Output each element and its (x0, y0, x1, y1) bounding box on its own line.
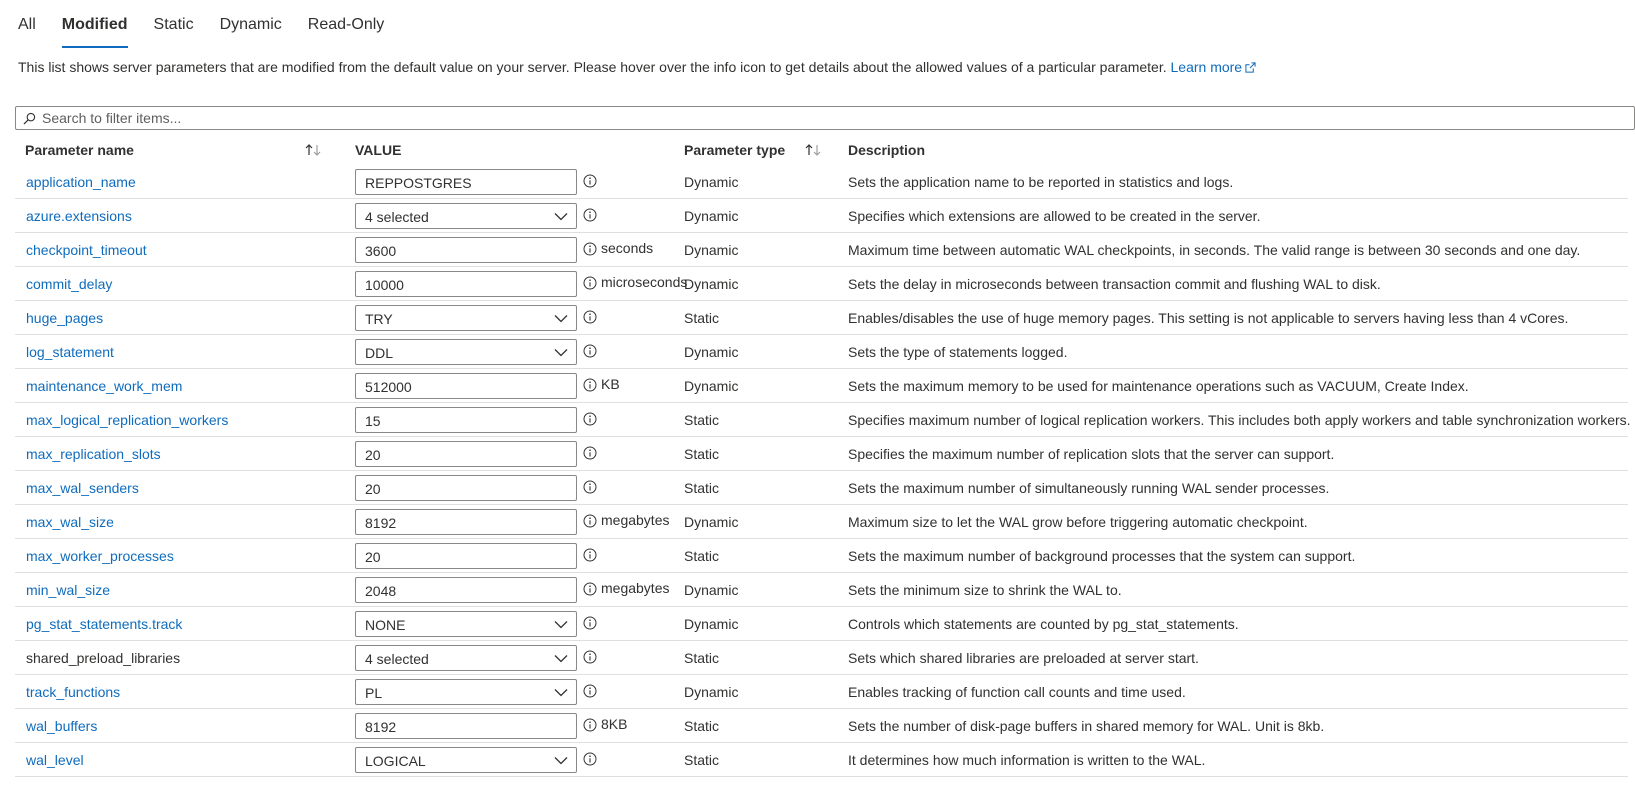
parameter-name[interactable]: min_wal_size (26, 582, 111, 598)
table-row (15, 539, 1628, 573)
parameter-name[interactable]: max_wal_size (26, 514, 114, 530)
search-input[interactable] (42, 109, 1542, 127)
parameter-name[interactable]: maintenance_work_mem (26, 378, 183, 394)
parameter-description: Sets the type of statements logged. (848, 344, 1068, 360)
parameter-type: Static (684, 718, 720, 734)
table-row (15, 675, 1628, 709)
value-dropdown[interactable] (355, 203, 577, 229)
parameter-description: Sets the delay in microseconds between transaction commit and flushing WAL to disk. (848, 276, 1381, 292)
value-text: 3600 (365, 243, 397, 259)
parameter-description: Maximum size to let the WAL grow before triggering automatic checkpoint. (848, 514, 1308, 530)
parameter-type: Static (684, 310, 720, 326)
chevron-down-icon (554, 654, 568, 663)
info-icon[interactable] (583, 650, 597, 664)
column-header-description: Description (848, 142, 926, 158)
table-row (15, 437, 1628, 471)
parameter-name[interactable]: max_logical_replication_workers (26, 412, 229, 428)
table-row (15, 199, 1628, 233)
table-row (15, 335, 1628, 369)
parameter-description: Specifies maximum number of logical replication workers. This includes both apply workers and table synchronization workers. (848, 412, 1631, 428)
value-unit: microseconds (601, 274, 688, 290)
value-input[interactable] (355, 169, 577, 195)
table-row (15, 573, 1628, 607)
value-text: TRY (365, 311, 393, 327)
tab-modified[interactable]: Modified (62, 0, 128, 44)
chevron-down-icon (554, 314, 568, 323)
chevron-down-icon (554, 348, 568, 357)
value-input[interactable] (355, 271, 577, 297)
tab-read-only[interactable]: Read-Only (307, 16, 385, 33)
info-icon[interactable] (583, 174, 597, 188)
info-icon[interactable] (583, 752, 597, 766)
parameter-name[interactable]: max_worker_processes (26, 548, 174, 564)
intro-text-line (18, 59, 1256, 75)
value-unit: 8KB (601, 716, 628, 732)
info-icon[interactable] (583, 616, 597, 630)
info-icon[interactable] (583, 310, 597, 324)
parameter-name[interactable]: azure.extensions (26, 208, 132, 224)
parameter-type: Dynamic (684, 582, 739, 598)
parameter-description: Sets which shared libraries are preloaded at server start. (848, 650, 1199, 666)
table-row (15, 369, 1628, 403)
value-text: LOGICAL (365, 753, 426, 769)
parameter-description: Controls which statements are counted by pg_stat_statements. (848, 616, 1239, 632)
parameter-description: Specifies which extensions are allowed to be created in the server. (848, 208, 1261, 224)
value-dropdown[interactable] (355, 747, 577, 773)
value-dropdown[interactable] (355, 611, 577, 637)
value-unit: megabytes (601, 512, 670, 528)
parameter-description: Maximum time between automatic WAL checkpoints, in seconds. The valid range is between 30 seconds and one day. (848, 242, 1581, 258)
value-text: 8192 (365, 719, 397, 735)
parameter-description: Sets the maximum number of simultaneously running WAL sender processes. (848, 480, 1330, 496)
value-text: 20 (365, 549, 381, 565)
parameter-description: Sets the maximum number of background processes that the system can support. (848, 548, 1356, 564)
value-text: 512000 (365, 379, 412, 395)
value-text: 10000 (365, 277, 404, 293)
parameter-type: Static (684, 480, 720, 496)
value-text: DDL (365, 345, 394, 361)
filter-tabs (18, 0, 410, 48)
parameter-type: Dynamic (684, 242, 739, 258)
chevron-down-icon (554, 756, 568, 765)
learn-more-label: Learn more (1170, 59, 1243, 75)
parameter-type: Static (684, 412, 720, 428)
value-dropdown[interactable] (355, 645, 577, 671)
value-unit: KB (601, 376, 620, 392)
parameter-type: Dynamic (684, 174, 739, 190)
parameter-description: Specifies the maximum number of replication slots that the server can support. (848, 446, 1335, 462)
parameter-name[interactable]: log_statement (26, 344, 114, 360)
parameter-name[interactable]: application_name (26, 174, 136, 190)
parameter-name[interactable]: checkpoint_timeout (26, 242, 147, 258)
table-row (15, 743, 1628, 777)
table-row (15, 709, 1628, 743)
parameter-description: Sets the number of disk-page buffers in shared memory for WAL. Unit is 8kb. (848, 718, 1325, 734)
parameter-type: Dynamic (684, 684, 739, 700)
table-row (15, 641, 1628, 675)
parameter-description: Sets the maximum memory to be used for maintenance operations such as VACUUM, Create Index. (848, 378, 1469, 394)
value-text: NONE (365, 617, 406, 633)
parameter-name[interactable]: pg_stat_statements.track (26, 616, 183, 632)
table-row (15, 471, 1628, 505)
parameter-type: Dynamic (684, 616, 739, 632)
column-header-parameter-type[interactable]: Parameter type (684, 142, 786, 158)
value-input[interactable] (355, 713, 577, 739)
value-text: 20 (365, 481, 381, 497)
parameter-name[interactable]: wal_level (26, 752, 84, 768)
info-icon[interactable] (583, 276, 597, 290)
search-box (15, 106, 1635, 130)
value-text: REPPOSTGRES (365, 175, 472, 191)
parameter-type: Dynamic (684, 276, 739, 292)
tab-static[interactable]: Static (153, 16, 194, 33)
table-row (15, 165, 1628, 199)
table-row (15, 267, 1628, 301)
parameter-description: Enables/disables the use of huge memory pages. This setting is not applicable to servers having less than 4 vCores. (848, 310, 1569, 326)
learn-more-link[interactable] (1171, 59, 1257, 75)
column-header-value: VALUE (355, 142, 402, 158)
info-icon[interactable] (583, 378, 597, 392)
column-header-parameter-name[interactable]: Parameter name (25, 142, 134, 158)
chevron-down-icon (554, 688, 568, 697)
intro-text: This list shows server parameters that are modified from the default value on your server. Please hover over the info icon to get details about the allowed values of a particular parameter. (18, 59, 1167, 75)
value-text: 15 (365, 413, 381, 429)
parameter-name[interactable]: max_wal_senders (26, 480, 139, 496)
parameter-name[interactable]: track_functions (26, 684, 121, 700)
value-dropdown[interactable] (355, 679, 577, 705)
parameter-type: Dynamic (684, 378, 739, 394)
info-icon[interactable] (583, 548, 597, 562)
external-link-icon (1245, 62, 1256, 73)
info-icon[interactable] (583, 344, 597, 358)
info-icon[interactable] (583, 684, 597, 698)
parameter-type: Dynamic (684, 344, 739, 360)
sort-parameter-name-icon[interactable] (304, 143, 322, 157)
value-input[interactable] (355, 475, 577, 501)
value-input[interactable] (355, 237, 577, 263)
table-row (15, 607, 1628, 641)
parameter-description: Sets the minimum size to shrink the WAL to. (848, 582, 1122, 598)
value-text: 4 selected (365, 209, 429, 225)
sort-parameter-type-icon[interactable] (804, 143, 822, 157)
value-input[interactable] (355, 373, 577, 399)
parameter-name[interactable]: commit_delay (26, 276, 113, 292)
value-text: 2048 (365, 583, 397, 599)
value-dropdown[interactable] (355, 305, 577, 331)
info-icon[interactable] (583, 514, 597, 528)
value-input[interactable] (355, 577, 577, 603)
chevron-down-icon (554, 212, 568, 221)
value-unit: megabytes (601, 580, 670, 596)
info-icon[interactable] (583, 446, 597, 460)
parameter-type: Dynamic (684, 514, 739, 530)
info-icon[interactable] (583, 480, 597, 494)
info-icon[interactable] (583, 582, 597, 596)
table-row (15, 301, 1628, 335)
value-input[interactable] (355, 543, 577, 569)
parameter-name[interactable]: max_replication_slots (26, 446, 161, 462)
value-text: 4 selected (365, 651, 429, 667)
parameter-name[interactable]: wal_buffers (26, 718, 98, 734)
table-row (15, 233, 1628, 267)
value-text: PL (365, 685, 383, 701)
info-icon[interactable] (583, 718, 597, 732)
value-input[interactable] (355, 407, 577, 433)
table-row (15, 505, 1628, 539)
search-icon (23, 112, 36, 125)
value-text: 8192 (365, 515, 397, 531)
parameter-type: Static (684, 650, 720, 666)
tab-dynamic[interactable]: Dynamic (219, 16, 282, 33)
parameter-type: Static (684, 548, 720, 564)
parameter-description: It determines how much information is written to the WAL. (848, 752, 1206, 768)
info-icon[interactable] (583, 242, 597, 256)
parameter-description: Sets the application name to be reported in statistics and logs. (848, 174, 1234, 190)
table-row (15, 403, 1631, 437)
parameter-description: Enables tracking of function call counts and time used. (848, 684, 1186, 700)
tab-all[interactable]: All (18, 16, 36, 33)
value-input[interactable] (355, 509, 577, 535)
parameter-name[interactable]: huge_pages (26, 310, 104, 326)
info-icon[interactable] (583, 412, 597, 426)
parameter-type: Static (684, 752, 720, 768)
parameter-type: Dynamic (684, 208, 739, 224)
value-dropdown[interactable] (355, 339, 577, 365)
chevron-down-icon (554, 620, 568, 629)
parameter-name: shared_preload_libraries (26, 650, 181, 666)
info-icon[interactable] (583, 208, 597, 222)
parameter-type: Static (684, 446, 720, 462)
value-unit: seconds (601, 240, 654, 256)
value-text: 20 (365, 447, 381, 463)
value-input[interactable] (355, 441, 577, 467)
